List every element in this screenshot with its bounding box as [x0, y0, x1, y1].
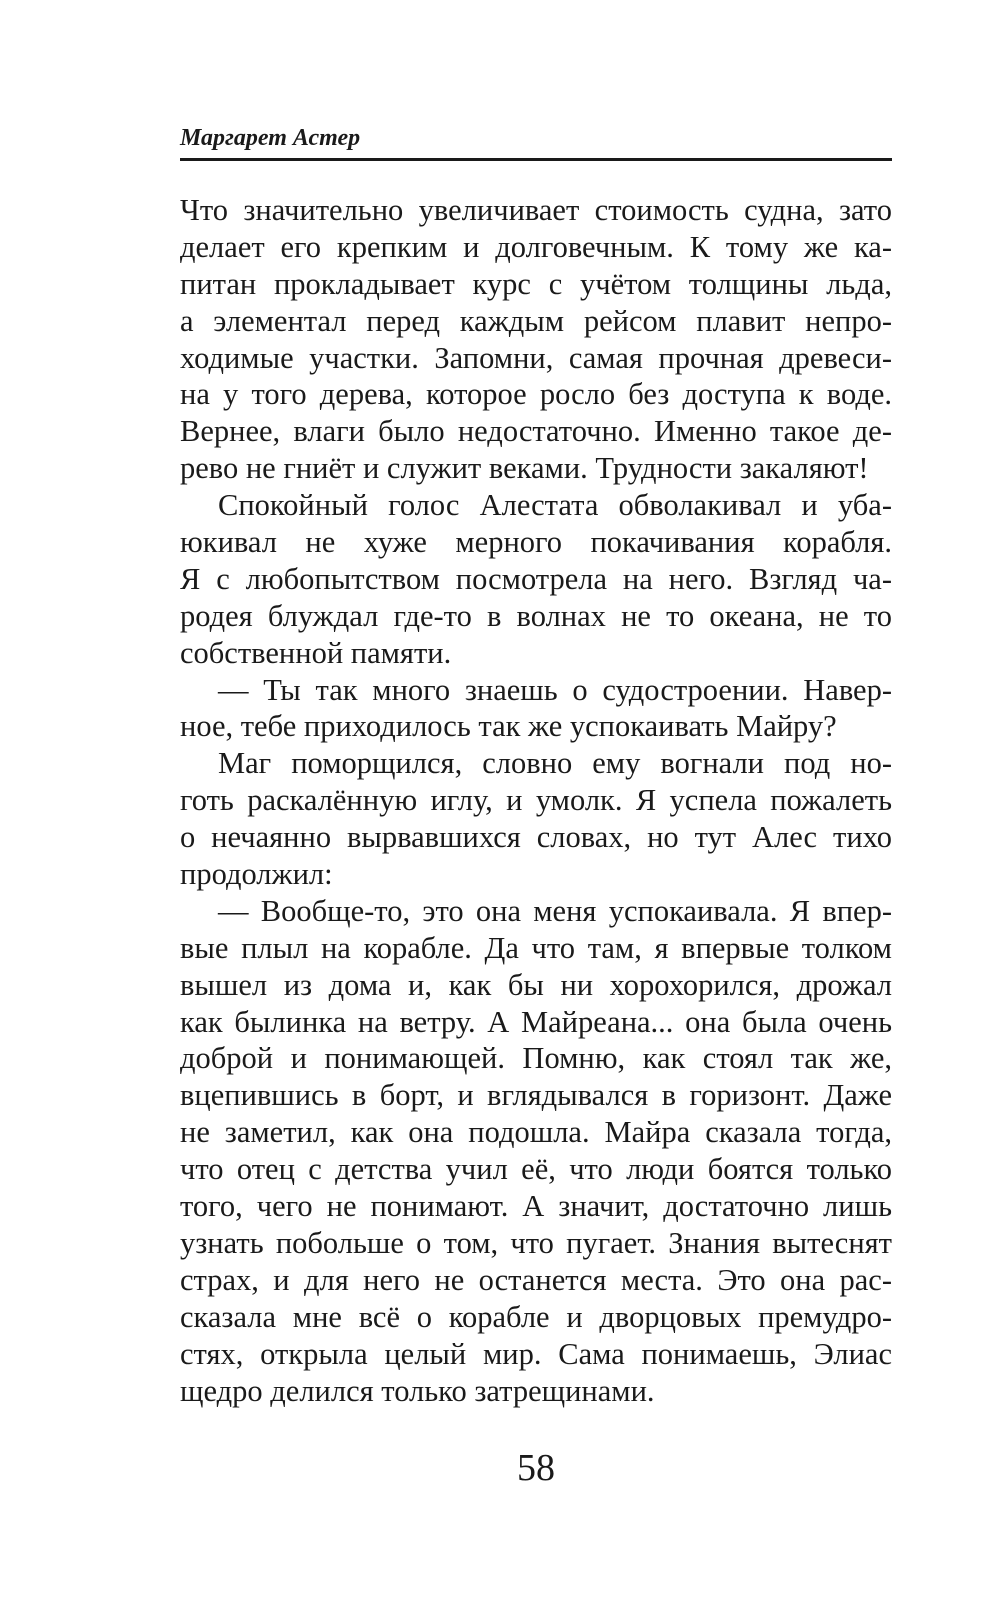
text-line: — Вообще-то, это она меня успокаивала. Я впер- [218, 893, 892, 928]
text-line: вцепившись в борт, и вглядывался в горизонт. Даже [180, 1078, 892, 1113]
running-head [180, 118, 892, 161]
body-text [180, 192, 892, 1409]
text-line: доброй и понимающей. Помню, как стоял так же, [180, 1041, 892, 1076]
text-line: на у того дерева, которое росло без доступа к воде. [180, 377, 892, 412]
page-number: 58 [517, 1447, 555, 1489]
text-line: узнать побольше о том, что пугает. Знания вытеснят [180, 1225, 892, 1260]
text-line: рево не гниёт и служит веками. Трудности закаляют! [180, 451, 869, 486]
text-line: щедро делился только затрещинами. [180, 1373, 655, 1408]
text-line: собственной памяти. [180, 635, 452, 670]
running-head-author: Маргарет Астер [180, 125, 361, 151]
text-line: что отец с детства учил её, что люди боятся только [180, 1152, 892, 1187]
text-line: а элементал перед каждым рейсом плавит непро- [180, 303, 892, 338]
text-line: о нечаянно вырвавшихся словах, но тут Алес тихо [180, 820, 892, 855]
text-line: Что значительно увеличивает стоимость судна, зато [180, 193, 892, 227]
text-line: вышел из дома и, как бы ни хорохорился, дрожал [180, 967, 892, 1002]
text-line: питан прокладывает курс с учётом толщины льда, [180, 266, 892, 301]
text-line: вые плыл на корабле. Да что там, я впервые толком [180, 930, 892, 965]
text-line: как былинка на ветру. А Майреана... она была очень [180, 1004, 892, 1039]
text-line: стях, открыла целый мир. Сама понимаешь, Элиас [180, 1336, 892, 1371]
text-line: ходимые участки. Запомни, самая прочная древеси- [180, 340, 892, 375]
text-line: Маг поморщился, словно ему вогнали под но- [218, 746, 892, 781]
text-line: — Ты так много знаешь о судостроении. Навер- [218, 672, 892, 707]
text-line: ное, тебе приходилось так же успокаивать Майру? [180, 709, 837, 744]
text-line: Вернее, влаги было недостаточно. Именно такое де- [180, 414, 892, 449]
text-line: сказала мне всё о корабле и дворцовых премудро- [180, 1299, 892, 1334]
text-line: страх, и для него не останется места. Это она рас- [180, 1262, 892, 1297]
text-line: того, чего не понимают. А значит, достаточно лишь [180, 1189, 892, 1224]
text-line: родея блуждал где-то в волнах не то океана, не то [180, 598, 892, 633]
text-line: готь раскалённую иглу, и умолк. Я успела пожалеть [180, 783, 892, 818]
text-line: Спокойный голос Алестата обволакивал и уба- [218, 488, 892, 523]
text-line: не заметил, как она подошла. Майра сказала тогда, [180, 1115, 892, 1150]
text-line: продолжил: [180, 857, 333, 892]
text-line: делает его крепким и долговечным. К тому же ка- [180, 229, 892, 264]
text-line: юкивал не хуже мерного покачивания корабля. [180, 525, 892, 560]
text-line: Я с любопытством посмотрела на него. Взгляд ча- [180, 561, 892, 596]
